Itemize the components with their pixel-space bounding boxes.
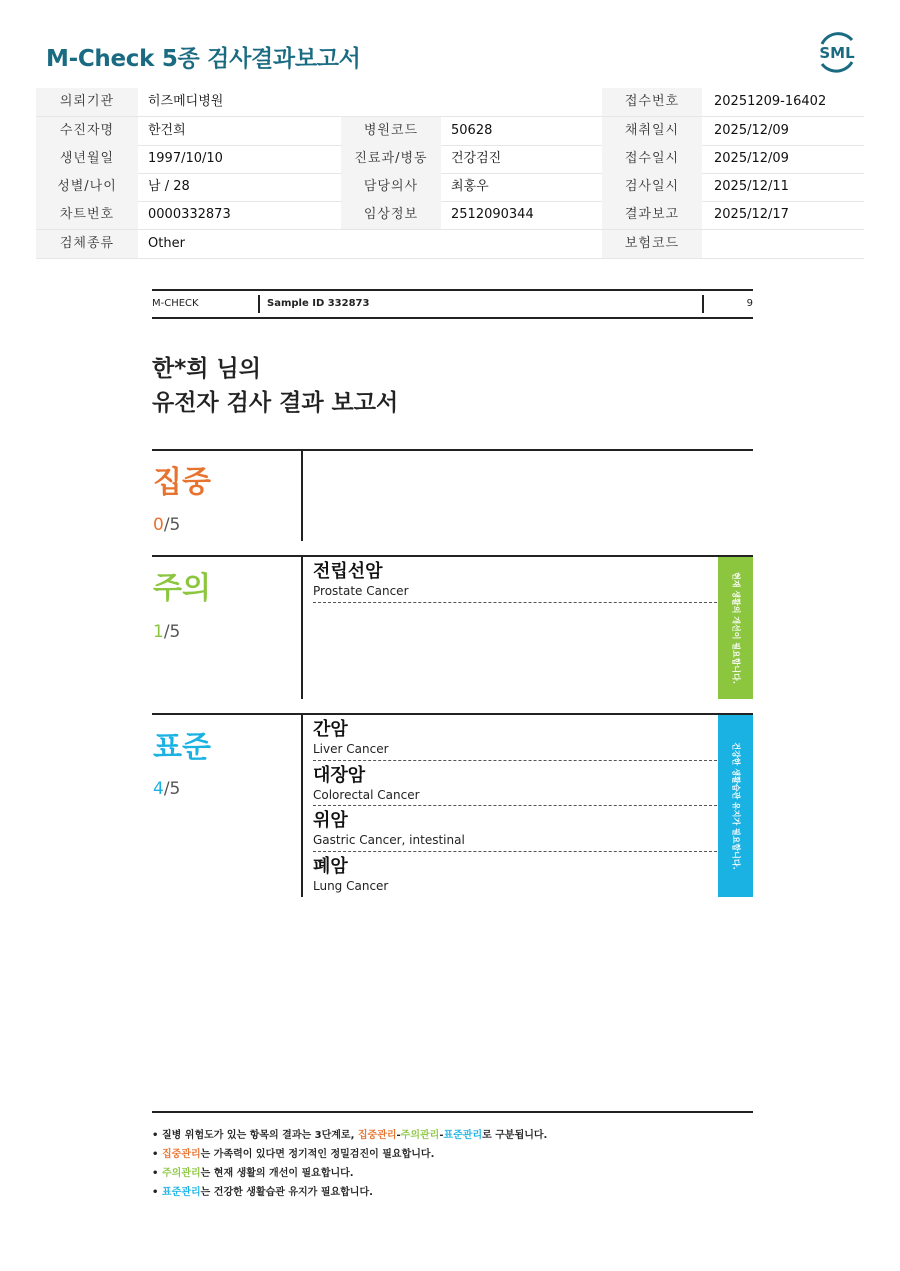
footer-rule — [152, 1111, 753, 1113]
item-name-en: Gastric Cancer, intestinal — [313, 833, 465, 847]
result-item — [313, 719, 717, 761]
category-caution-title: 주의 — [153, 571, 211, 606]
product-label: M-CHECK — [152, 298, 199, 309]
note-line: • 질병 위험도가 있는 항목의 결과는 3단계로, 집중관리-주의관리-표준관리로 구분됩니다. — [152, 1130, 548, 1141]
category-standard-title: 표준 — [153, 730, 211, 765]
category-standard-count: 4/5 — [153, 779, 181, 799]
note-line: • 주의관리는 현재 생활의 개선이 필요합니다. — [152, 1168, 354, 1179]
category-intensive-title: 집중 — [153, 465, 211, 500]
footer-notes — [152, 1126, 547, 1202]
standard-side-tag: 건강한 생활습관 유지가 필요합니다. — [718, 715, 753, 897]
section-divider — [301, 715, 303, 897]
report-subtitle: 유전자 검사 결과 보고서 — [152, 390, 399, 416]
section-divider — [301, 451, 303, 541]
sml-logo — [814, 30, 860, 74]
section-rule — [152, 449, 753, 451]
result-item — [313, 765, 717, 806]
info-label: 검사일시 — [602, 173, 702, 201]
info-label: 성별/나이 — [36, 173, 138, 201]
info-row — [36, 201, 864, 230]
info-row — [36, 173, 864, 202]
page-number: 9 — [746, 298, 753, 309]
info-label: 채취일시 — [602, 117, 702, 145]
info-value: 남 / 28 — [148, 179, 190, 194]
category-intensive-count: 0/5 — [153, 515, 181, 535]
info-label: 진료과/병동 — [341, 145, 441, 173]
info-row — [36, 88, 864, 117]
caution-side-tag: 현재 생활의 개선이 필요합니다. — [718, 557, 753, 699]
info-label: 결과보고 — [602, 201, 702, 229]
info-row — [36, 117, 864, 146]
info-value: 건강검진 — [451, 151, 502, 166]
info-label: 접수일시 — [602, 145, 702, 173]
info-row — [36, 145, 864, 174]
sample-id: Sample ID 332873 — [267, 298, 370, 309]
info-value: 한건희 — [148, 123, 186, 138]
note-line: • 집중관리는 가족력이 있다면 정기적인 정밀검진이 필요합니다. — [152, 1149, 435, 1160]
info-label: 생년월일 — [36, 145, 138, 173]
report-name-line: 한*희 님의 — [152, 356, 261, 382]
info-value — [714, 230, 864, 258]
info-value: 1997/10/10 — [148, 151, 223, 166]
bar-divider — [258, 295, 260, 313]
section-rule — [152, 555, 753, 557]
result-item — [313, 810, 717, 852]
info-label: 의뢰기관 — [36, 88, 138, 116]
info-value: 히즈메디병원 — [148, 94, 224, 109]
info-label: 보험코드 — [602, 230, 702, 258]
info-label: 접수번호 — [602, 88, 702, 116]
info-value: 0000332873 — [148, 207, 231, 222]
section-divider — [301, 557, 303, 699]
item-name-ko: 위암 — [313, 810, 348, 831]
info-label: 병원코드 — [341, 117, 441, 145]
info-value: 20251209-16402 — [714, 94, 827, 109]
category-caution-count: 1/5 — [153, 622, 181, 642]
info-value: 최홍우 — [451, 179, 489, 194]
info-value: 2025/12/09 — [714, 123, 789, 138]
info-value: 2025/12/17 — [714, 207, 789, 222]
item-name-en: Lung Cancer — [313, 879, 389, 893]
bar-divider — [702, 295, 704, 313]
item-name-en: Liver Cancer — [313, 742, 389, 756]
item-name-ko: 대장암 — [313, 765, 366, 786]
info-value: 2512090344 — [451, 207, 534, 222]
item-name-ko: 간암 — [313, 719, 348, 740]
report-header-bar — [152, 289, 753, 319]
item-name-en: Prostate Cancer — [313, 584, 409, 598]
item-name-ko: 전립선암 — [313, 561, 383, 582]
item-name-en: Colorectal Cancer — [313, 788, 420, 802]
section-rule — [152, 713, 753, 715]
result-item — [313, 561, 717, 603]
note-line: • 표준관리는 건강한 생활습관 유지가 필요합니다. — [152, 1187, 373, 1198]
info-value: 2025/12/09 — [714, 151, 789, 166]
info-row — [36, 230, 864, 259]
info-value: 2025/12/11 — [714, 179, 789, 194]
logo-text: SML — [819, 44, 855, 62]
info-value: 50628 — [451, 123, 493, 138]
info-label: 임상정보 — [341, 201, 441, 229]
info-label: 담당의사 — [341, 173, 441, 201]
info-label: 검체종류 — [36, 230, 138, 258]
result-item — [313, 856, 717, 896]
info-label: 차트번호 — [36, 201, 138, 229]
info-label: 수진자명 — [36, 117, 138, 145]
item-name-ko: 폐암 — [313, 856, 348, 877]
report-title: M-Check 5종 검사결과보고서 — [46, 46, 361, 72]
info-value: Other — [148, 236, 185, 251]
